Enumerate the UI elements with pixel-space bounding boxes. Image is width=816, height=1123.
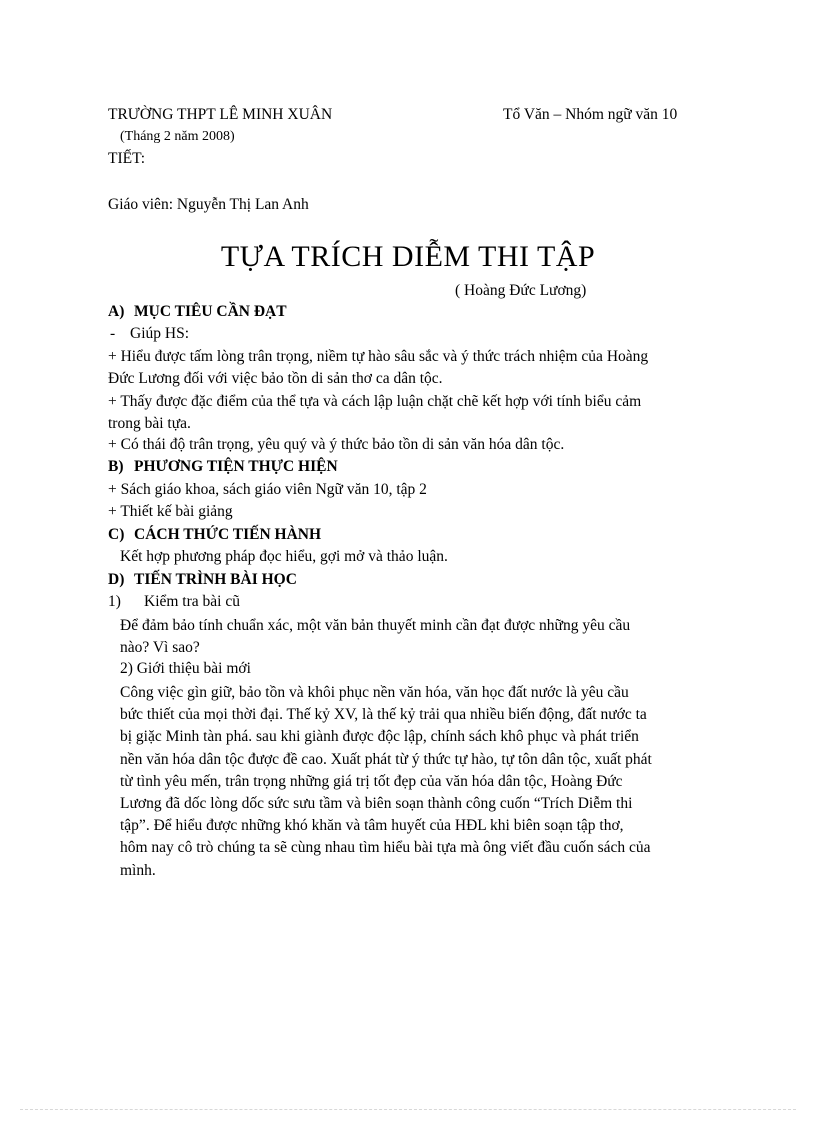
section-a-item-1: [108, 346, 648, 390]
lesson-label: TIẾT:: [108, 150, 146, 167]
section-a-item-2-line-2: trong bài tựa.: [108, 415, 191, 433]
department-name: Tổ Văn – Nhóm ngữ văn 10: [503, 106, 678, 123]
step-2-line-2: bức thiết của mọi thời đại. Thế kỷ XV, là thế kỷ trải qua nhiều biến động, đất nước ta: [120, 706, 647, 724]
step-2-line-9: mình.: [120, 861, 156, 879]
teacher-name: Giáo viên: Nguyễn Thị Lan Anh: [108, 196, 309, 213]
section-b-item-1: + Sách giáo khoa, sách giáo viên Ngữ văn 10, tập 2: [108, 481, 427, 498]
step-2-title: 2) Giới thiệu bài mới: [120, 660, 251, 677]
step-2-line-4: nền văn hóa dân tộc được đề cao. Xuất phát từ ý thức tự hào, tự tôn dân tộc, xuất phát: [120, 750, 652, 768]
step-2-line-6: Lương đã dốc lòng dốc sức sưu tầm và biên soạn thành công cuốn “Trích Diễm thi: [120, 795, 633, 813]
section-b-item-2: + Thiết kế bài giảng: [108, 503, 233, 520]
document-date: (Tháng 2 năm 2008): [120, 129, 235, 144]
step-2-line-8: hôm nay cô trò chúng ta sẽ cùng nhau tìm hiểu bài tựa mà ông viết đầu cuốn sách của: [120, 839, 651, 857]
section-a-title: MỤC TIÊU CẦN ĐẠT: [134, 303, 287, 320]
section-a-intro-dash: -: [110, 325, 116, 342]
step-1-question-line-2: nào? Vì sao?: [120, 639, 200, 657]
section-d-title: TIẾN TRÌNH BÀI HỌC: [134, 571, 297, 588]
section-b-heading: [108, 458, 338, 476]
school-name: TRƯỜNG THPT LÊ MINH XUÂN: [108, 106, 333, 123]
section-d-heading: [108, 571, 297, 589]
step-1-question-line-1: Để đảm bảo tính chuẩn xác, một văn bản thuyết minh cần đạt được những yêu cầu: [120, 617, 631, 634]
step-1-question: [120, 615, 630, 659]
section-a-item-2: [108, 391, 641, 435]
page-title: TỰA TRÍCH DIỄM THI TẬP: [220, 240, 596, 273]
section-c-heading: [108, 526, 321, 544]
section-a-item-1-line-1: + Hiểu được tấm lòng trân trọng, niềm tự hào sâu sắc và ý thức trách nhiệm của Hoàng: [108, 348, 649, 365]
section-a-item-1-line-2: Đức Lương đối với việc bảo tồn di sản thơ ca dân tộc.: [108, 370, 443, 388]
step-2-line-5: từ tình yêu mến, trân trọng những giá trị tốt đẹp của văn hóa dân tộc, Hoàng Đức: [120, 772, 623, 790]
step-2-line-3: bị giặc Minh tàn phá. sau khi giành được độc lập, chính sách khô phục và phát triển: [120, 728, 639, 746]
step-1-title: Kiểm tra bài cũ: [144, 593, 240, 610]
section-a-item-3: + Có thái độ trân trọng, yêu quý và ý thức bảo tồn di sản văn hóa dân tộc.: [108, 436, 565, 453]
section-d-letter: D): [108, 571, 125, 588]
step-2-line-7: tập”. Để hiểu được những khó khăn và tâm huyết của HĐL khi biên soạn tập thơ,: [120, 817, 624, 835]
step-2-paragraph: [120, 682, 652, 882]
section-b-letter: B): [108, 458, 124, 475]
section-b-title: PHƯƠNG TIỆN THỰC HIỆN: [134, 458, 338, 475]
section-c-letter: C): [108, 526, 125, 543]
section-a-intro: Giúp HS:: [130, 325, 189, 342]
section-a-item-2-line-1: + Thấy được đặc điểm của thể tựa và cách lập luận chặt chẽ kết hợp với tính biểu cảm: [108, 393, 642, 410]
section-c-text: Kết hợp phương pháp đọc hiểu, gợi mở và thảo luận.: [120, 548, 448, 565]
section-a-heading: [108, 303, 287, 321]
section-c-title: CÁCH THỨC TIẾN HÀNH: [134, 526, 322, 543]
title-author: ( Hoàng Đức Lương): [455, 282, 587, 299]
step-2-line-1: Công việc gìn giữ, bảo tồn và khôi phục nền văn hóa, văn học đất nước là yêu cầu: [120, 684, 629, 701]
page-bottom-divider: [20, 1109, 796, 1110]
section-a-letter: A): [108, 303, 125, 320]
step-1-number: 1): [108, 593, 121, 610]
